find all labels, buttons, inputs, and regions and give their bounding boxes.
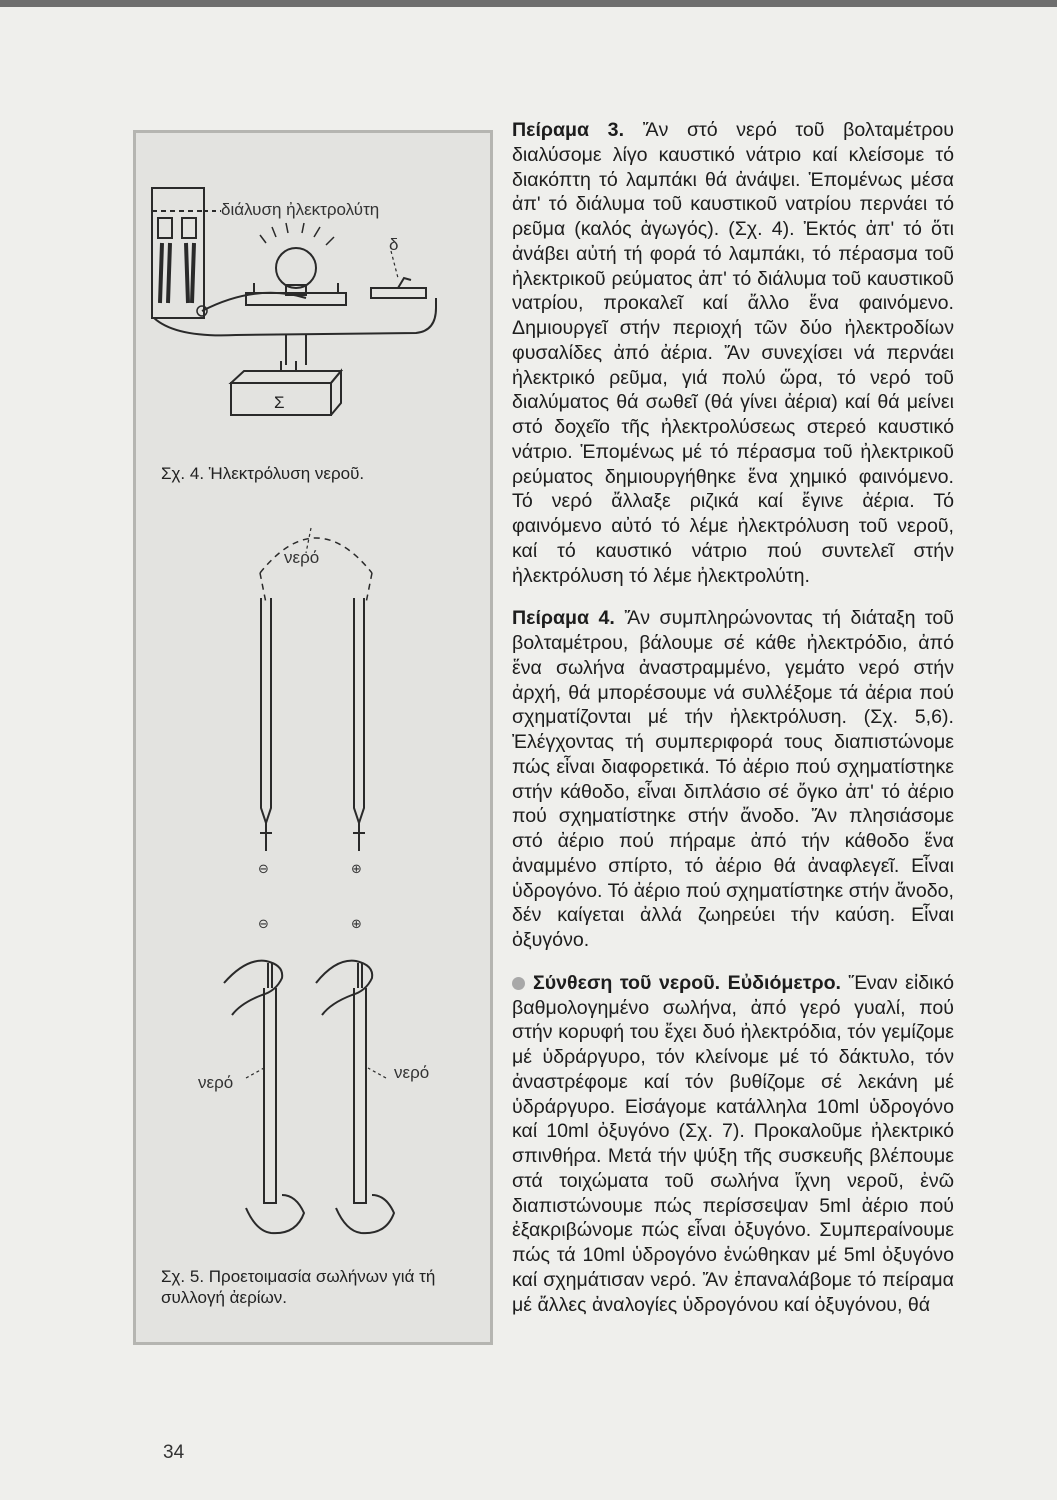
label-water-top: νερό [284, 548, 320, 567]
burette-right [353, 598, 365, 851]
experiment3-paragraph [512, 118, 954, 588]
experiment3-title: Πείραμα 3. [512, 119, 625, 141]
minus-symbol-1: ⊖ [258, 862, 269, 877]
label-sigma: Σ [274, 393, 285, 412]
experiment4-paragraph [512, 606, 954, 953]
experiment3-text: Ἄν στό νερό τοῦ βολταμέτρου διαλύσομε λίγο καυστικό νάτριο καί κλείσομε τό διακόπτη τό λαμπάκι θά ἀνάψει. Ἑπομένως μέσα ἀπ' τό διάλυμα τοῦ καυστικοῦ νατρίου περνάει τό ρεῦμα (καλός ἀγωγός). (Σχ. 4). Ἐκτός ἀπ' τό ὅτι ἀνάβει αὐτή τή φορά τό λαμπάκι, τό πέρασμα τοῦ ἠλεκτρικοῦ ρεύματος ἀπ' τό διάλυμα τοῦ καυστικοῦ νατρίου, προκαλεῖ καί ἄλλο ἕνα φαινόμενο. Δημιουργεῖ στήν περιοχή τῶν δύο ἠλεκτροδίων φυσαλίδες ἀπό ἀέρια. Ἄν συνεχίσει νά περνάει ἠλεκτρικό ρεῦμα, γιά πολύ ὥρα, τό νερό τοῦ διαλύματος θά σωθεῖ (θά γίνει ἀέρια) καί θά μείνει στό δοχεῖο τῆς ἠλεκτρολύσεως στερεό καυστικό νάτριο. Ἑπομένως μέ τό πέρασμα τοῦ ἠλεκτρικοῦ ρεύματος δημιουργήθηκε ἕνα χημικό φαινόμενο. Τό νερό ἄλλαξε ριζικά καί ἔγινε ἀέρια. Τό φαινόμενο αὐτό τό λέμε ἠλεκτρόλυση τοῦ νεροῦ, καί τό καυστικό νάτριο πού συντελεῖ στήν ἠλεκτρόλυση τό λέμε ἠλεκτρολύτη. [512, 119, 954, 587]
synthesis-title: Σύνθεση τοῦ νεροῦ. Εὐδιόμετρο. [533, 971, 841, 994]
electrode-box-right [182, 218, 196, 238]
synthesis-paragraph [512, 971, 954, 1318]
tube-right [354, 963, 366, 1203]
page-number: 34 [163, 1442, 185, 1463]
electrode-box-left [158, 218, 172, 238]
experiment4-title: Πείραμα 4. [512, 607, 615, 630]
figure-panel [133, 130, 493, 1345]
label-switch: δ [389, 235, 399, 254]
minus-symbol-2: ⊖ [258, 917, 269, 932]
plus-symbol-1: ⊕ [351, 862, 362, 877]
bullet-icon [512, 977, 525, 990]
figure5-caption: Σχ. 5. Προετοιμασία σωλήνων γιά τή συλλογή ἀερίων. [161, 1267, 436, 1307]
figures-illustration [136, 133, 496, 1348]
burette-left [260, 598, 272, 851]
top-scan-band [0, 0, 1057, 7]
synthesis-text: Ἕναν εἰδικό βαθμολογημένο σωλήνα, ἀπό γερό γυαλί, πού στήν κορυφή του ἔχει δυό ἠλεκτρόδια, τόν γεμίζομε μέ ὑδράργυρο, τόν κλείνομε μέ τό δάκτυλο, τόν ἀναστρέφομε καί τόν βυθίζομε σέ λεκάνη μέ ὑδράργυρο. Εἰσάγομε κατάλληλα 10ml ὑδρογόνο καί 10ml ὀξυγόνο (Σχ. 7). Προκαλοῦμε ἠλεκτρικό σπινθήρα. Μετά τήν ψύξη τῆς συσκευῆς βλέπουμε στά τοιχώματα τοῦ σωλήνα ἴχνη νεροῦ, ἐνῶ διαπιστώνουμε πώς περίσσεψαν 5ml ἀέριο πού ἐξακριβώνομε πώς εἶναι ὀξυγόνο. Συμπεραίνουμε πώς τά 10ml ὑδρογόνο ἑνώθηκαν μέ 5ml ὀξυγόνο καί σχημάτισαν νερό. Ἄν ἐπαναλάβομε τό πείραμα μέ ἄλλες ἀναλογίες ὑδρογόνου καί ὀξυγόνου, θά [512, 971, 954, 1316]
hand-top-right [316, 961, 372, 1015]
experiment4-text: Ἄν συμπληρώνοντας τή διάταξη τοῦ βολταμέτρου, βάλουμε σέ κάθε ἠλεκτρόδιο, ἀπό ἕνα σωλήνα ἀναστραμμένο, γεμάτο νερό στήν ἀρχή, θά μπορέσουμε νά συλλέξομε τά ἀέρια πού σχηματίζονται μέ τήν ἠλεκτρόλυση. (Σχ. 5,6). Ἐλέγχοντας τή συμπεριφορά τους διαπιστώνομε πώς εἶναι διαφορετικά. Τό ἀέριο πού σχηματίστηκε στήν κάθοδο, εἶναι διπλάσιο σέ ὄγκο ἀπ' τό ἀέριο πού σχηματίστηκε στήν ἄνοδο. Ἄν πλησιάσομε στό ἀέριο πού πήραμε ἀπό τήν κάθοδο ἕνα ἀναμμένο σπίρτο, τό ἀέριο θά ἀναφλεγεῖ. Εἶναι ὑδρογόνο. Τό ἀέριο πού σχηματίστηκε στήν ἄνοδο, δέν καίγεται ἀλλά ζωηρεύει τήν καύση. Εἶναι ὀξυγόνο. [512, 607, 954, 951]
hand-top-left [224, 961, 282, 1015]
label-water-left: νερό [198, 1073, 234, 1092]
lamp-bulb [276, 248, 316, 288]
switch-base [371, 288, 426, 298]
label-water-right: νερό [394, 1063, 430, 1082]
label-solution: διάλυση ἠλεκτρολύτη [221, 200, 380, 219]
figure4-caption: Σχ. 4. Ἡλεκτρόλυση νεροῦ. [161, 464, 365, 483]
tube-left [264, 963, 276, 1203]
plus-symbol-2: ⊕ [351, 917, 362, 932]
main-text-column [512, 118, 954, 1335]
